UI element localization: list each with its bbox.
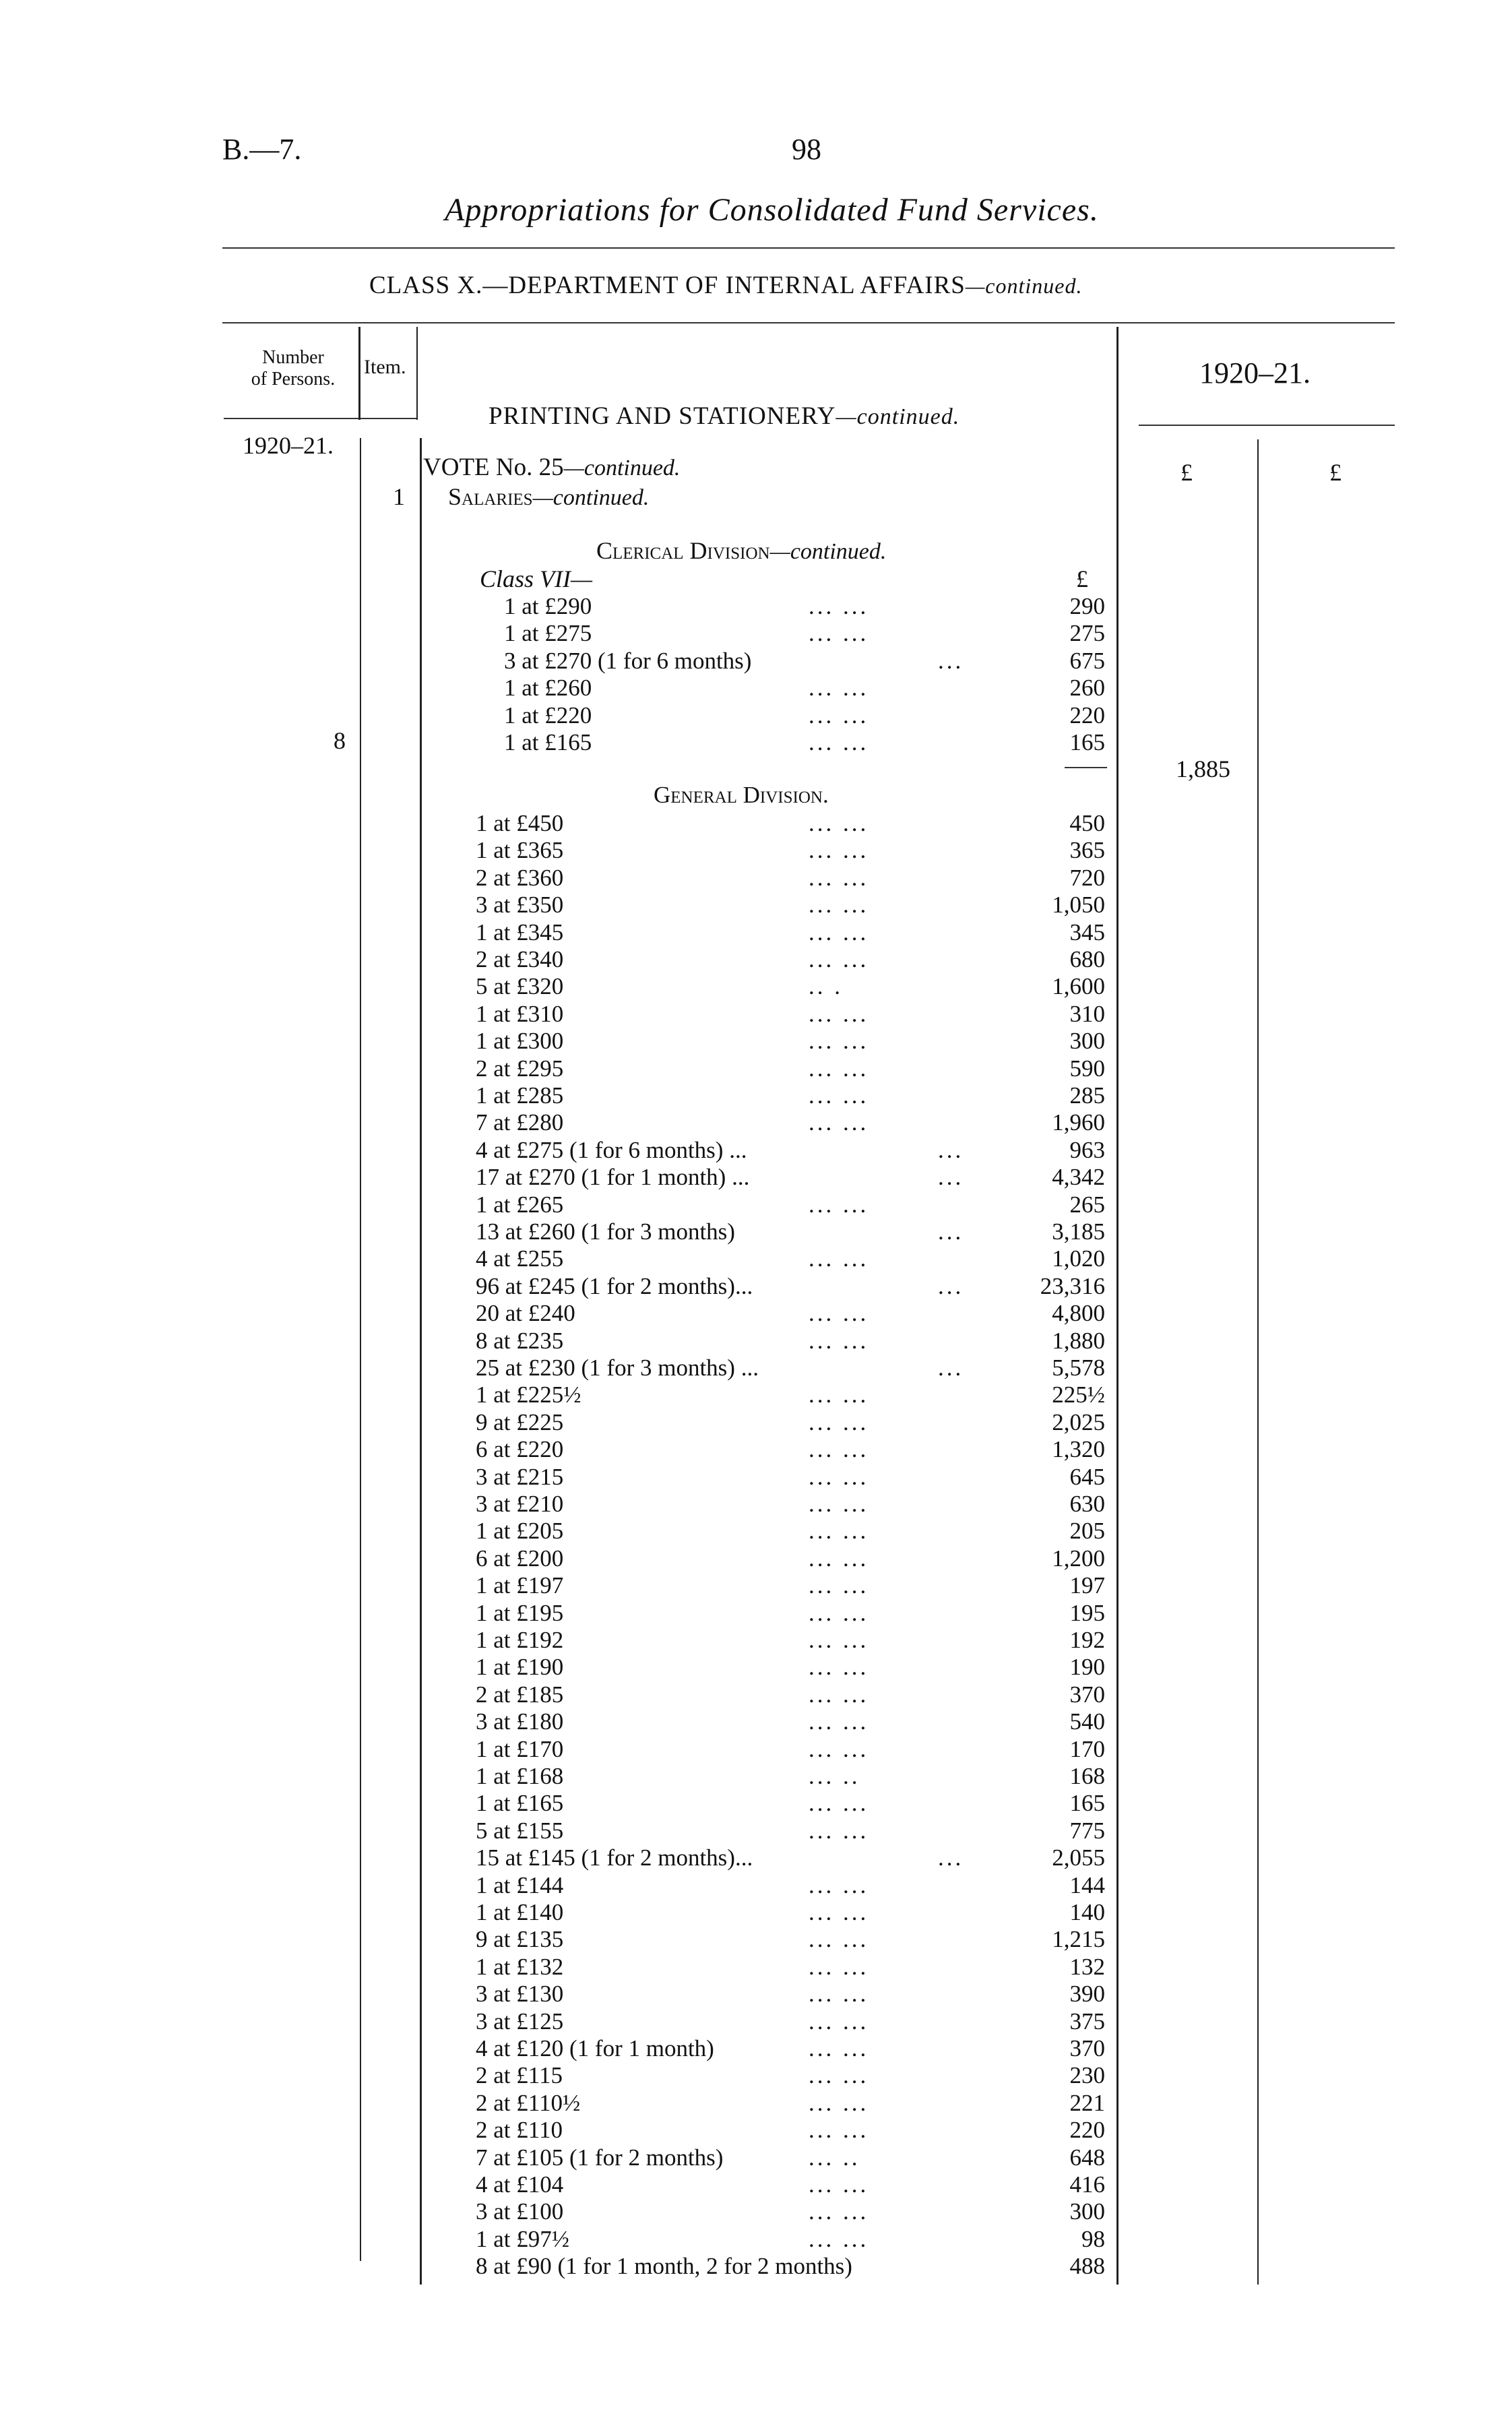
pound-header-1: £	[1180, 459, 1193, 486]
general-row-amount: 310	[1069, 1001, 1105, 1027]
general-row-label: 4 at £255	[476, 1245, 564, 1272]
general-row-leader: ... ...	[809, 1926, 869, 1952]
general-row-leader: ...	[938, 1137, 964, 1163]
general-row-leader: ... ...	[809, 2226, 869, 2252]
general-row-leader: ... ...	[809, 1491, 869, 1517]
general-row-amount: 375	[1069, 2008, 1105, 2035]
general-row-amount: 205	[1069, 1518, 1105, 1544]
general-row-label: 2 at £340	[476, 946, 564, 972]
general-row-label: 1 at £365	[476, 837, 564, 863]
clerical-persons-count: 8	[334, 727, 346, 754]
general-row-amount: 285	[1069, 1082, 1105, 1109]
general-row-label: 1 at £170	[476, 1736, 564, 1762]
general-row-amount: 221	[1069, 2090, 1105, 2116]
general-row-amount: 190	[1069, 1654, 1105, 1680]
general-row-leader: ... ...	[809, 1627, 869, 1653]
page-title: Appropriations for Consolidated Fund Services.	[445, 192, 1099, 228]
general-row-amount: 1,880	[1052, 1328, 1105, 1354]
general-row-leader: ... ...	[809, 1790, 869, 1816]
general-row-amount: 2,025	[1052, 1409, 1105, 1435]
general-row-label: 2 at £110½	[476, 2090, 581, 2116]
clerical-row-leader: ... ...	[809, 675, 869, 701]
general-row-amount: 370	[1069, 1681, 1105, 1708]
general-row-amount: 195	[1069, 1600, 1105, 1626]
general-row-amount: 1,320	[1052, 1436, 1105, 1462]
general-row-leader: ... ...	[809, 1681, 869, 1708]
general-row-leader: ... ...	[809, 865, 869, 891]
general-row-label: 1 at £265	[476, 1191, 564, 1218]
general-row-label: 3 at £350	[476, 892, 564, 918]
general-row-amount: 390	[1069, 1981, 1105, 2007]
general-row-amount: 98	[1081, 2226, 1105, 2252]
general-row-leader: ... ...	[809, 1409, 869, 1435]
general-row-amount: 680	[1069, 946, 1105, 972]
general-row-label: 5 at £320	[476, 973, 564, 999]
general-row-label: 3 at £180	[476, 1708, 564, 1735]
general-row-label: 3 at £210	[476, 1491, 564, 1517]
general-row-amount: 648	[1069, 2144, 1105, 2171]
clerical-row-amount: 220	[1069, 702, 1105, 728]
general-row-amount: 197	[1069, 1572, 1105, 1599]
class-vii-label: Class VII—	[480, 565, 593, 592]
general-row-label: 2 at £185	[476, 1681, 564, 1708]
general-row-label: 1 at £190	[476, 1654, 564, 1680]
general-row-amount: 1,960	[1052, 1109, 1105, 1136]
general-row-leader: ... ...	[809, 1818, 869, 1844]
general-row-label: 1 at £165	[476, 1790, 564, 1816]
general-row-label: 4 at £120 (1 for 1 month)	[476, 2035, 714, 2061]
general-row-label: 15 at £145 (1 for 2 months)...	[476, 1844, 753, 1871]
general-row-leader: ... ...	[809, 1899, 869, 1925]
general-row-label: 1 at £168	[476, 1763, 564, 1789]
clerical-row-leader: ... ...	[809, 702, 869, 728]
clerical-subtotal: 1,885	[1176, 755, 1230, 782]
general-row-amount: 300	[1069, 1028, 1105, 1054]
general-row-amount: 630	[1069, 1491, 1105, 1517]
general-row-amount: 1,200	[1052, 1545, 1105, 1572]
general-row-leader: ... ...	[809, 919, 869, 945]
general-row-leader: ... ...	[809, 1001, 869, 1027]
general-row-leader: ... ...	[809, 1328, 869, 1354]
general-row-leader: ... ...	[809, 946, 869, 972]
general-row-amount: 3,185	[1052, 1218, 1105, 1245]
general-row-amount: 1,050	[1052, 892, 1105, 918]
general-row-amount: 1,215	[1052, 1926, 1105, 1952]
general-row-leader: .. .	[809, 973, 843, 999]
general-row-label: 2 at £360	[476, 865, 564, 891]
clerical-row-amount: 275	[1069, 620, 1105, 646]
general-row-label: 2 at £295	[476, 1055, 564, 1082]
general-row-leader: ... ...	[809, 2090, 869, 2116]
general-row-label: 2 at £110	[476, 2117, 563, 2143]
general-row-amount: 4,800	[1052, 1300, 1105, 1326]
general-row-amount: 775	[1069, 1818, 1105, 1844]
general-row-leader: ... ...	[809, 2008, 869, 2035]
general-row-label: 3 at £130	[476, 1981, 564, 2007]
clerical-row-label: 1 at £220	[504, 702, 592, 728]
clerical-row-leader: ... ...	[809, 620, 869, 646]
general-row-leader: ... ...	[809, 1028, 869, 1054]
general-row-leader: ...	[938, 1844, 964, 1871]
general-row-label: 25 at £230 (1 for 3 months) ...	[476, 1355, 759, 1381]
general-row-leader: ... ...	[809, 1654, 869, 1680]
general-row-amount: 488	[1069, 2253, 1105, 2279]
general-row-leader: ... ...	[809, 1464, 869, 1490]
general-row-label: 1 at £345	[476, 919, 564, 945]
general-row-label: 6 at £200	[476, 1545, 564, 1572]
general-row-label: 9 at £225	[476, 1409, 564, 1435]
general-row-label: 1 at £205	[476, 1518, 564, 1544]
general-row-label: 13 at £260 (1 for 3 months)	[476, 1218, 735, 1245]
clerical-row-amount: 165	[1069, 729, 1105, 755]
general-row-label: 1 at £310	[476, 1001, 564, 1027]
general-row-amount: 165	[1069, 1790, 1105, 1816]
number-of-persons-header: Number of Persons.	[251, 347, 336, 390]
general-row-leader: ... ...	[809, 1191, 869, 1218]
general-row-label: 1 at £144	[476, 1872, 564, 1898]
general-row-amount: 4,342	[1052, 1164, 1105, 1190]
general-row-label: 17 at £270 (1 for 1 month) ...	[476, 1164, 750, 1190]
general-row-leader: ... ...	[809, 1055, 869, 1082]
document-reference: B.—7.	[222, 133, 302, 166]
section-title-continued: —continued.	[836, 404, 960, 429]
general-row-amount: 220	[1069, 2117, 1105, 2143]
general-row-amount: 2,055	[1052, 1844, 1105, 1871]
general-row-leader: ... ...	[809, 1245, 869, 1272]
general-row-leader: ... ...	[809, 1708, 869, 1735]
clerical-row-label: 1 at £275	[504, 620, 592, 646]
general-row-label: 20 at £240	[476, 1300, 575, 1326]
pound-header-2: £	[1329, 459, 1342, 486]
general-heading: General Division.	[654, 782, 829, 808]
general-row-amount: 720	[1069, 865, 1105, 891]
general-row-leader: ...	[938, 1164, 964, 1190]
general-row-amount: 170	[1069, 1736, 1105, 1762]
general-row-leader: ... ...	[809, 810, 869, 836]
general-row-label: 4 at £275 (1 for 6 months) ...	[476, 1137, 747, 1163]
general-row-label: 1 at £285	[476, 1082, 564, 1109]
general-row-leader: ... ...	[809, 2062, 869, 2088]
clerical-pound-label: £	[1076, 565, 1088, 592]
general-row-leader: ... ...	[809, 892, 869, 918]
general-row-amount: 645	[1069, 1464, 1105, 1490]
clerical-row-label: 1 at £165	[504, 729, 592, 755]
general-row-leader: ... ...	[809, 1300, 869, 1326]
general-row-amount: 963	[1069, 1137, 1105, 1163]
page-number: 98	[792, 133, 821, 166]
general-row-leader: ... ...	[809, 1082, 869, 1109]
general-row-label: 2 at £115	[476, 2062, 563, 2088]
clerical-row-amount: 260	[1069, 675, 1105, 701]
general-row-label: 7 at £280	[476, 1109, 564, 1136]
clerical-row-leader: ... ...	[809, 593, 869, 619]
general-row-leader: ... ...	[809, 1954, 869, 1980]
general-row-leader: ... ...	[809, 1545, 869, 1572]
general-row-amount: 1,600	[1052, 973, 1105, 999]
general-row-amount: 132	[1069, 1954, 1105, 1980]
general-row-leader: ... ..	[809, 2144, 860, 2171]
clerical-row-leader: ...	[938, 648, 964, 674]
general-row-label: 8 at £90 (1 for 1 month, 2 for 2 months)	[476, 2253, 852, 2279]
general-row-amount: 192	[1069, 1627, 1105, 1653]
general-row-amount: 416	[1069, 2171, 1105, 2198]
general-row-amount: 370	[1069, 2035, 1105, 2061]
clerical-row-label: 1 at £260	[504, 675, 592, 701]
general-row-amount: 230	[1069, 2062, 1105, 2088]
class-heading-continued: —continued.	[965, 274, 1083, 298]
general-row-label: 1 at £97½	[476, 2226, 570, 2252]
vote-main: VOTE No. 25	[423, 454, 564, 481]
general-row-label: 3 at £215	[476, 1464, 564, 1490]
general-row-label: 6 at £220	[476, 1436, 564, 1462]
clerical-row-label: 1 at £290	[504, 593, 592, 619]
general-row-amount: 144	[1069, 1872, 1105, 1898]
general-row-label: 4 at £104	[476, 2171, 564, 2198]
general-row-leader: ... ...	[809, 2035, 869, 2061]
general-row-amount: 140	[1069, 1899, 1105, 1925]
general-row-amount: 1,020	[1052, 1245, 1105, 1272]
clerical-heading-continued: —continued.	[769, 539, 887, 564]
general-row-leader: ... ..	[809, 1763, 860, 1789]
general-row-leader: ... ...	[809, 1736, 869, 1762]
general-row-label: 3 at £125	[476, 2008, 564, 2035]
general-row-amount: 168	[1069, 1763, 1105, 1789]
general-row-label: 1 at £140	[476, 1899, 564, 1925]
general-row-amount: 5,578	[1052, 1355, 1105, 1381]
item-number: 1	[393, 483, 405, 510]
general-row-label: 3 at £100	[476, 2198, 564, 2225]
general-row-label: 1 at £195	[476, 1600, 564, 1626]
general-row-leader: ...	[938, 1218, 964, 1245]
general-row-leader: ... ...	[809, 1518, 869, 1544]
general-row-label: 1 at £225½	[476, 1382, 581, 1408]
general-row-leader: ... ...	[809, 1382, 869, 1408]
general-row-label: 1 at £132	[476, 1954, 564, 1980]
general-row-leader: ... ...	[809, 837, 869, 863]
general-row-amount: 345	[1069, 919, 1105, 945]
item-header: Item.	[364, 356, 406, 378]
general-row-leader: ... ...	[809, 1600, 869, 1626]
general-row-leader: ... ...	[809, 1436, 869, 1462]
general-row-amount: 225½	[1052, 1382, 1105, 1408]
general-row-amount: 265	[1069, 1191, 1105, 1218]
general-row-amount: 540	[1069, 1708, 1105, 1735]
general-row-leader: ... ...	[809, 1572, 869, 1599]
general-row-leader: ... ...	[809, 1109, 869, 1136]
general-row-amount: 590	[1069, 1055, 1105, 1082]
general-row-leader: ... ...	[809, 2117, 869, 2143]
general-row-label: 96 at £245 (1 for 2 months)...	[476, 1273, 753, 1299]
general-row-leader: ... ...	[809, 2198, 869, 2225]
salaries-main: Salaries	[448, 483, 533, 510]
general-row-label: 1 at £192	[476, 1627, 564, 1653]
general-row-leader: ...	[938, 1355, 964, 1381]
general-row-label: 8 at £235	[476, 1328, 564, 1354]
class-heading-main: CLASS X.—DEPARTMENT OF INTERNAL AFFAIRS	[369, 272, 966, 299]
general-row-label: 1 at £300	[476, 1028, 564, 1054]
clerical-row-amount: 290	[1069, 593, 1105, 619]
general-row-amount: 450	[1069, 810, 1105, 836]
clerical-row-leader: ... ...	[809, 729, 869, 755]
general-row-amount: 300	[1069, 2198, 1105, 2225]
general-row-label: 1 at £450	[476, 810, 564, 836]
general-row-leader: ... ...	[809, 2171, 869, 2198]
general-row-label: 5 at £155	[476, 1818, 564, 1844]
general-row-amount: 365	[1069, 837, 1105, 863]
section-title-main: PRINTING AND STATIONERY	[489, 402, 836, 430]
general-row-leader: ... ...	[809, 1872, 869, 1898]
general-row-amount: 23,316	[1040, 1273, 1105, 1299]
year-header: 1920–21.	[1199, 356, 1311, 390]
general-row-label: 9 at £135	[476, 1926, 564, 1952]
vote-continued: —continued.	[563, 456, 681, 480]
clerical-row-amount: 675	[1069, 648, 1105, 674]
general-row-leader: ...	[938, 1273, 964, 1299]
clerical-heading-main: Clerical Division	[596, 537, 770, 564]
salaries-continued: —continued.	[532, 485, 650, 510]
persons-year: 1920–21.	[243, 432, 334, 459]
general-row-label: 7 at £105 (1 for 2 months)	[476, 2144, 724, 2171]
clerical-row-label: 3 at £270 (1 for 6 months)	[504, 648, 752, 674]
general-row-leader: ... ...	[809, 1981, 869, 2007]
general-row-label: 1 at £197	[476, 1572, 564, 1599]
